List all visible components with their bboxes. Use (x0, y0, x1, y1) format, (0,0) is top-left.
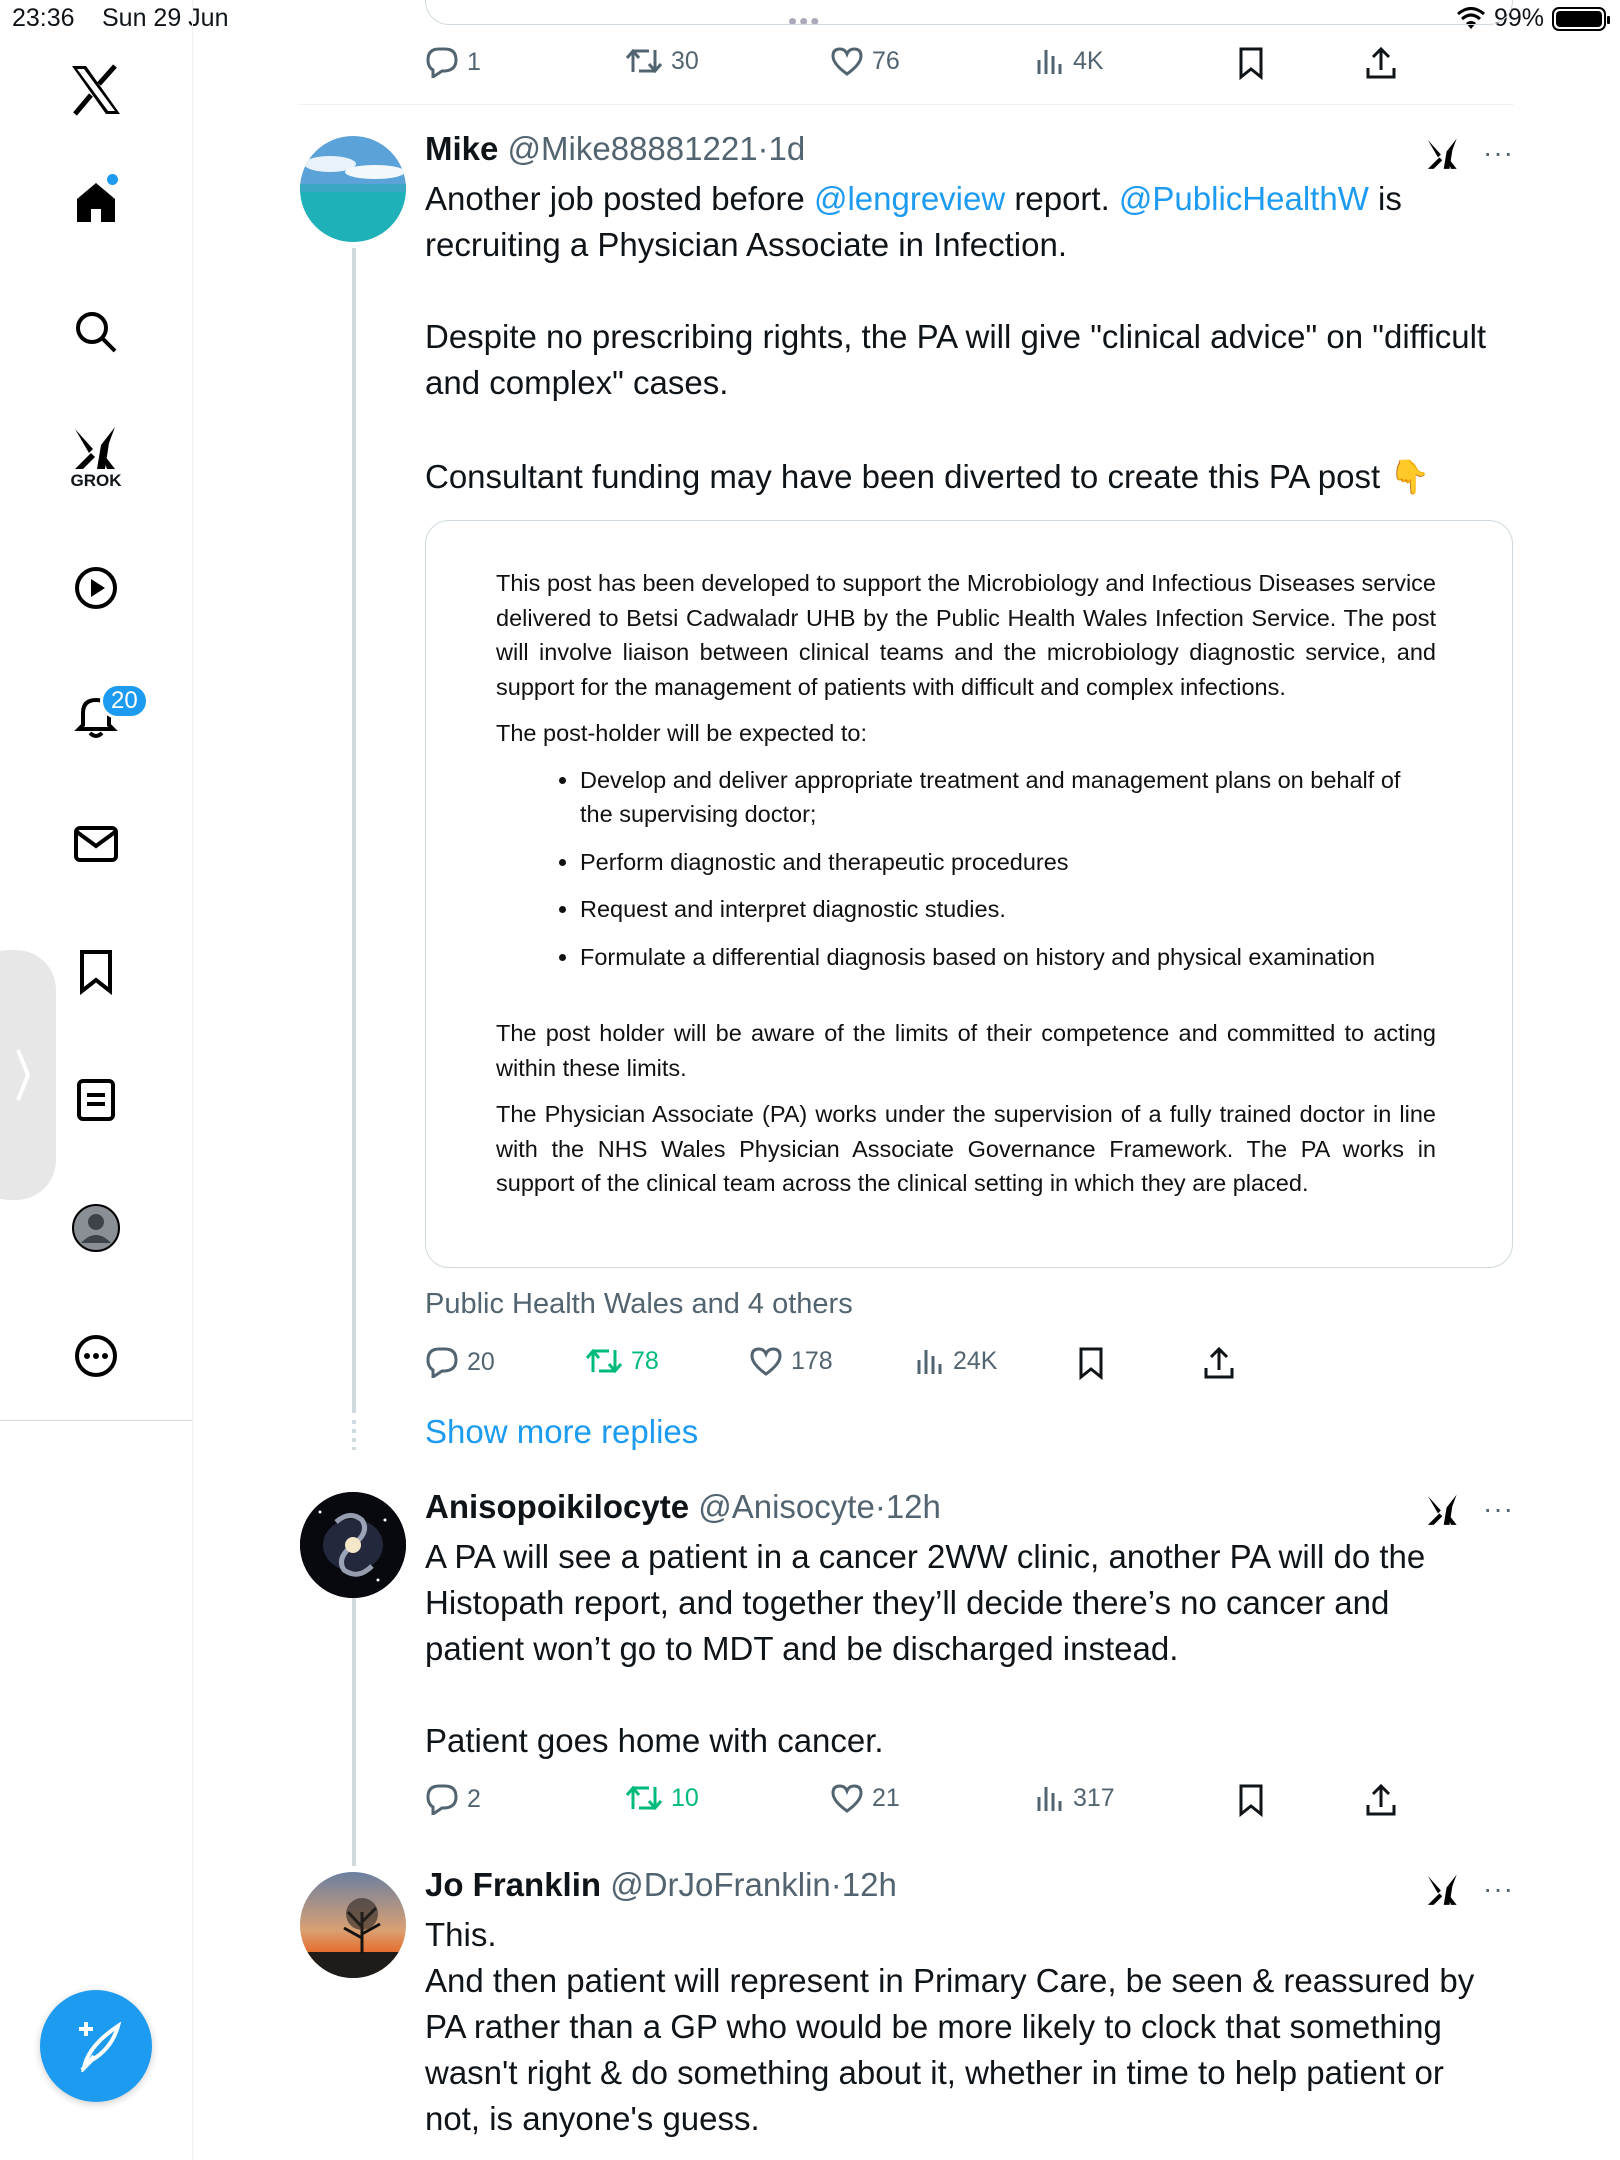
post-text-part: report. (1005, 180, 1119, 217)
views-button[interactable] (1035, 46, 1104, 76)
bookmark-button[interactable] (1237, 46, 1265, 80)
grok-label: GROK (70, 471, 122, 490)
views-icon (915, 1346, 945, 1376)
doc-bullet: • Request and interpret diagnostic studies. (580, 892, 1436, 927)
reply-count: 20 (467, 1347, 495, 1376)
doc-bullet: • Formulate a differential diagnosis based on history and physical examination (580, 940, 1436, 975)
lists-icon[interactable] (60, 1064, 132, 1136)
grok-icon (1425, 1872, 1461, 1906)
repost-count: 10 (671, 1783, 699, 1812)
doc-paragraph: This post has been developed to support the Microbiology and Infectious Diseases service delivered to Betsi Cadwaladr UHB by the Public Health Wales Infection Service. The post will involve liaison between clinical teams and the microbiology diagnostic service, and support for the management of patients with difficult and complex infections. (496, 570, 1436, 700)
post-top-right (1425, 136, 1514, 170)
x-logo-icon[interactable] (60, 54, 132, 126)
post-text-part: Another job posted before (425, 180, 814, 217)
avatar[interactable] (300, 1872, 406, 1978)
post-actions (425, 1783, 1515, 1823)
sidebar (0, 0, 193, 2160)
like-button[interactable] (830, 46, 900, 76)
search-icon[interactable] (60, 296, 132, 368)
previous-post-media[interactable] (425, 0, 1513, 25)
reply-button[interactable] (425, 1346, 495, 1378)
display-name[interactable]: Anisopoikilocyte (425, 1488, 690, 1525)
doc-bullet-list (496, 763, 1436, 975)
like-count: 21 (872, 1783, 900, 1812)
heart-icon (749, 1346, 783, 1376)
reply-button[interactable] (425, 46, 481, 78)
battery-icon (1552, 7, 1606, 31)
sidebar-expand-handle[interactable] (0, 950, 56, 1200)
post-time[interactable]: 1d (768, 130, 806, 167)
heart-icon (830, 1783, 864, 1813)
doc-bullet: • Develop and deliver appropriate treatment and management plans on behalf of the supervising doctor; (580, 763, 1436, 832)
video-icon[interactable] (60, 552, 132, 624)
share-button[interactable] (1365, 46, 1397, 80)
more-options-icon[interactable]: ··· (1483, 137, 1514, 168)
repost-button[interactable] (625, 46, 699, 76)
doc-paragraph: The post-holder will be expected to: (496, 720, 867, 746)
post-text (425, 176, 1495, 268)
grok-icon (1425, 136, 1461, 170)
repost-button[interactable] (585, 1346, 659, 1376)
more-icon[interactable] (60, 1320, 132, 1392)
bookmark-icon[interactable] (60, 936, 132, 1008)
reply-icon (425, 1783, 459, 1815)
status-date: Sun 29 Jun (102, 4, 229, 32)
post-text: This. And then patient will represent in Primary Care, be seen & reassured by PA rather than a GP who would be more likely to clock that something wasn't right & do something about it, whether in time to help patient or not, is anyone's guess. (425, 1916, 1475, 2137)
user-handle[interactable]: @Mike88881221 (507, 130, 758, 167)
dot-separator: · (874, 1488, 886, 1525)
display-name[interactable]: Jo Franklin (425, 1866, 602, 1903)
like-button[interactable] (749, 1346, 833, 1376)
profile-icon[interactable] (60, 1192, 132, 1264)
share-button[interactable] (1203, 1346, 1235, 1380)
mail-icon[interactable] (60, 808, 132, 880)
thread-line (352, 1598, 356, 1866)
views-count: 4K (1073, 46, 1104, 75)
doc-paragraph: The Physician Associate (PA) works under the supervision of a fully trained doctor in line with the NHS Wales Physician Associate Governance Framework. The PA works in support of the clinical team across the clinical setting in which they are placed. (496, 1101, 1436, 1196)
bookmark-button[interactable] (1077, 1346, 1105, 1380)
repost-icon (625, 46, 663, 76)
compose-button[interactable] (40, 1990, 152, 2102)
share-icon (1365, 46, 1397, 80)
repost-count: 78 (631, 1346, 659, 1375)
dot-separator: · (757, 130, 769, 167)
repost-button[interactable] (625, 1783, 699, 1813)
user-handle[interactable]: @DrJoFranklin (610, 1866, 831, 1903)
user-handle[interactable]: @Anisocyte (698, 1488, 875, 1525)
post-top-right (1425, 1872, 1514, 1906)
views-icon (1035, 46, 1065, 76)
notifications-badge: 20 (100, 683, 149, 719)
share-button[interactable] (1365, 1783, 1397, 1817)
avatar[interactable] (300, 136, 406, 242)
repost-icon (625, 1783, 663, 1813)
more-options-icon[interactable]: ··· (1483, 1493, 1514, 1524)
sidebar-divider (0, 1420, 192, 1421)
bookmark-icon (1237, 46, 1265, 80)
share-icon (1365, 1783, 1397, 1817)
repost-count: 30 (671, 46, 699, 75)
post-separator (298, 104, 1514, 105)
post-actions (425, 1346, 1515, 1386)
share-icon (1203, 1346, 1235, 1380)
doc-bullet: • Perform diagnostic and therapeutic procedures (580, 845, 1436, 880)
home-icon[interactable] (60, 166, 132, 238)
bookmark-icon (1237, 1783, 1265, 1817)
repost-icon (585, 1346, 623, 1376)
post-text: A PA will see a patient in a cancer 2WW clinic, another PA will do the Histopath report, and together they’ll decide there’s no cancer and patient won’t go to MDT and be discharged instead. Patient goes home with cancer. (425, 1538, 1426, 1759)
status-time: 23:36 (12, 4, 75, 32)
views-count: 24K (953, 1346, 998, 1375)
home-notification-dot (107, 174, 118, 185)
compose-icon (68, 2020, 124, 2072)
grok-icon (1425, 1492, 1461, 1526)
post-time[interactable]: 12h (885, 1488, 941, 1525)
tagged-users[interactable]: Public Health Wales and 4 others (425, 1288, 853, 1320)
more-options-icon[interactable]: ··· (1483, 1873, 1514, 1904)
display-name[interactable]: Mike (425, 130, 499, 167)
doc-paragraph: The post holder will be aware of the limits of their competence and committed to acting within these limits. (496, 1020, 1436, 1081)
mention-link[interactable]: @lengreview (813, 180, 1006, 217)
post-paragraph: Despite no prescribing rights, the PA will give "clinical advice" on "difficult and complex" cases. (425, 318, 1496, 401)
post-time[interactable]: 12h (841, 1866, 897, 1903)
dot-separator: · (830, 1866, 842, 1903)
views-button[interactable] (1035, 1783, 1115, 1813)
reply-icon (425, 46, 459, 78)
post-header (425, 130, 805, 168)
thread-line (352, 248, 356, 1413)
show-more-replies-link[interactable]: Show more replies (425, 1413, 699, 1450)
post-header (425, 1866, 897, 1904)
reply-count: 1 (467, 47, 481, 76)
post-image-document[interactable] (425, 520, 1513, 1268)
heart-icon (830, 46, 864, 76)
views-count: 317 (1073, 1783, 1115, 1812)
views-button[interactable] (915, 1346, 997, 1376)
post-paragraph: Consultant funding may have been diverted to create this PA post 👇 (425, 458, 1431, 495)
bookmark-icon (1077, 1346, 1105, 1380)
avatar[interactable] (300, 1492, 406, 1598)
post-header (425, 1488, 941, 1526)
reply-icon (425, 1346, 459, 1378)
previous-post-actions (425, 46, 1515, 86)
reply-count: 2 (467, 1784, 481, 1813)
post-text-part: is recruiting a Physician Associate in Infection. (425, 180, 1412, 263)
like-count: 76 (872, 46, 900, 75)
document-text (496, 566, 1436, 1213)
mention-link[interactable]: @PublicHealthW (1118, 180, 1369, 217)
views-icon (1035, 1783, 1065, 1813)
like-button[interactable] (830, 1783, 900, 1813)
reply-button[interactable] (425, 1783, 481, 1815)
grok-icon[interactable] (60, 422, 132, 494)
thread-line-dotted (352, 1420, 356, 1450)
bookmark-button[interactable] (1237, 1783, 1265, 1817)
battery-percent: 99% (1493, 4, 1544, 32)
post-top-right (1425, 1492, 1514, 1526)
like-count: 178 (791, 1346, 833, 1375)
multitasking-dots[interactable]: ••• (788, 6, 822, 36)
